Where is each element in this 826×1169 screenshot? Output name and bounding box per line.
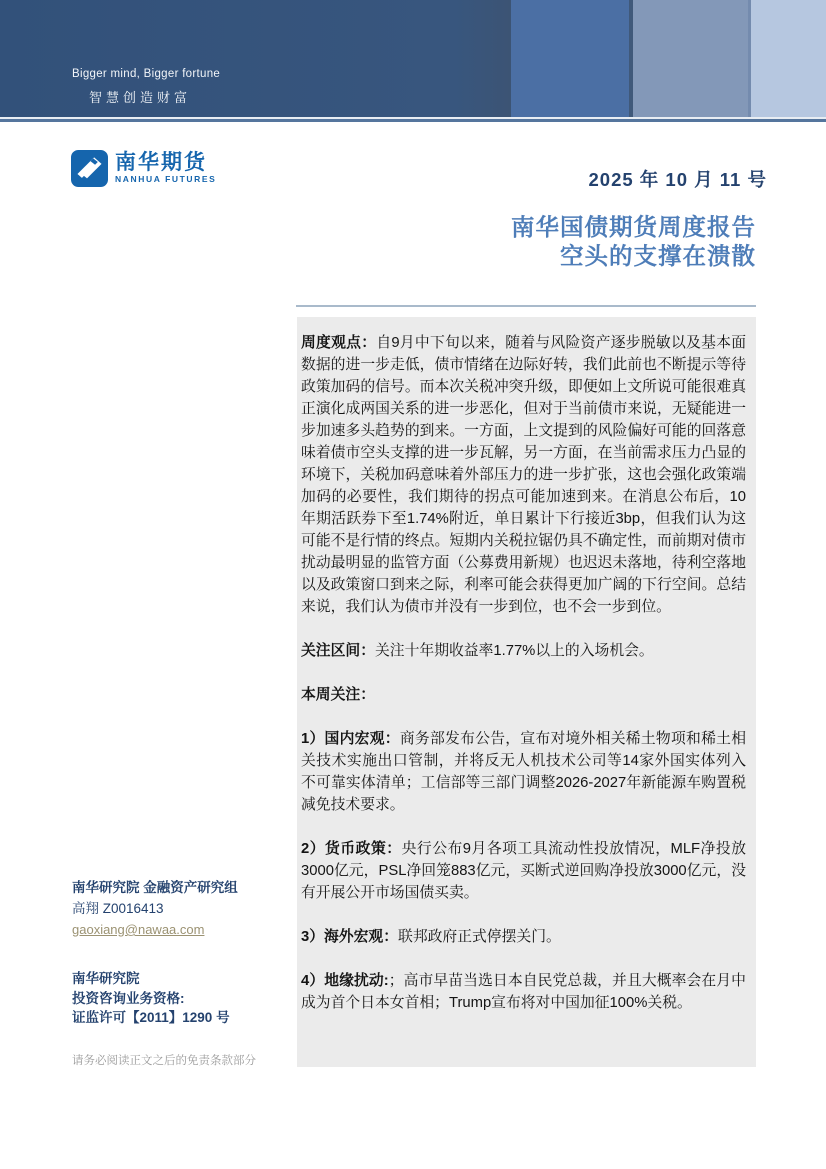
report-title: [511, 213, 756, 271]
paragraph-watch-range: 关注区间：关注十年期收益率1.77%以上的入场机会。: [301, 643, 654, 659]
report-body: [297, 317, 756, 1067]
analyst-email-link[interactable]: gaoxiang@nawaa.com: [72, 922, 205, 937]
paragraph-overseas-macro: 3）海外宏观：联邦政府正式停摆关门。: [301, 929, 561, 945]
banner-stripe-light: [633, 0, 748, 117]
disclaimer-note: 请务必阅读正文之后的免责条款部分: [72, 1055, 256, 1067]
qualification-label: 投资咨询业务资格:: [72, 990, 185, 1006]
institute-name: 南华研究院: [72, 971, 140, 986]
slogan-english: Bigger mind, Bigger fortune: [72, 68, 221, 80]
analyst-name-id: 高翔 Z0016413: [72, 901, 164, 916]
company-logo: [71, 150, 216, 187]
analyst-email-row: [72, 919, 287, 940]
paragraph-week-focus-heading: 本周关注：: [301, 687, 375, 703]
logo-name-english: NANHUA FUTURES: [115, 174, 217, 184]
logo-text: [115, 150, 216, 185]
paragraph-geopolitics: 4）地缘扰动:；高市早苗当选日本自民党总裁，并且大概率会在月中成为首个日本女首相；Trump宣布将对中国加征100%关税。: [301, 973, 746, 1011]
banner-stripe-lightest: [751, 0, 826, 117]
research-team-heading: 南华研究院 金融资产研究组: [72, 880, 238, 895]
sidebar-research-team: [72, 877, 287, 940]
logo-name-chinese: 南华期货: [115, 151, 207, 174]
license-number: 证监许可【2011】1290 号: [72, 1010, 230, 1025]
report-title-line1: 南华国债期货周度报告: [511, 214, 756, 240]
slogan-chinese: 智慧创造财富: [89, 90, 192, 105]
sidebar-institute: [72, 969, 287, 1028]
nanhua-logo-icon: [71, 150, 108, 187]
report-title-line2: 空头的支撑在溃散: [560, 243, 756, 269]
paragraph-monetary-policy: 2）货币政策：央行公布9月各项工具流动性投放情况，MLF净投放3000亿元，PSL净回笼883亿元，买断式逆回购净投放3000亿元，没有开展公开市场国债买卖。: [301, 841, 747, 901]
banner-stripe-medium: [511, 0, 629, 117]
title-divider-rule: [296, 305, 756, 307]
header-banner: [0, 0, 826, 117]
banner-rule-dark: [0, 119, 826, 122]
report-date: 2025 年 10 月 11 号: [588, 169, 767, 190]
paragraph-domestic-macro: 1）国内宏观：商务部发布公告，宣布对境外相关稀土物项和稀土相关技术实施出口管制，并将反无人机技术公司等14家外国实体列入不可靠实体清单；工信部等三部门调整2026-2027年新能源车购置税减免技术要求。: [301, 731, 746, 813]
paragraph-weekly-view: 周度观点：自9月中下旬以来，随着与风险资产逐步脱敏以及基本面数据的进一步走低，债市情绪在边际好转，我们此前也不断提示等待政策加码的信号。而本次关税冲突升级，即便如上文所说可能很难真正演化成两国关系的进一步恶化，但对于当前债市来说，无疑能进一步加速多头趋势的到来。一方面，上文提到的风险偏好可能的回落意味着债市空头支撑的进一步瓦解，另一方面，在当前需求压力凸显的环境下，关税加码意味着外部压力的进一步扩张，这也会强化政策端加码的必要性，我们期待的拐点可能加速到来。在消息公布后，10年期活跃券下至1.74%附近，单日累计下行接近3bp，但我们认为这可能不是行情的终点。短期内关税拉锯仍具不确定性，而前期对债市扰动最明显的监管方面（公募费用新规）也迟迟未落地，待利空落地以及政策窗口到来之际，利率可能会获得更加广阔的下行空间。总结来说，我们认为债市并没有一步到位，也不会一步到位。: [301, 335, 746, 615]
